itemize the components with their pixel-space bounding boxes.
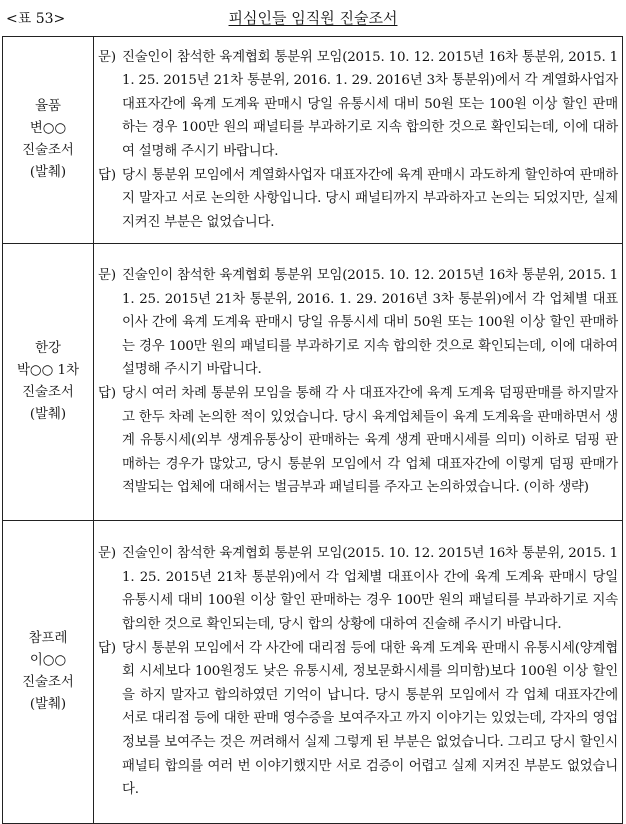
answer-text: 당시 통분위 모임에서 계열화사업자 대표자간에 육계 판매시 과도하게 할인하여 판매하지 말자고 서로 논의한 사항입니다. 당시 패널티까지 부과하자고 논의는 되었지만, 실제 지켜진 부분은 없었습니다. [122, 167, 618, 230]
question-block [98, 264, 618, 382]
qa-cell [94, 37, 623, 244]
answer-marker: 답) [98, 386, 117, 401]
witness-doc-type: 진술조서 [22, 385, 74, 400]
question-marker: 문) [98, 546, 117, 562]
question-text: 진술인이 참석한 육계협회 통분위 모임(2015. 10. 12. 2015년 16차 통분위, 2015. 11. 25. 2015년 21차 통분위, 2016. 1. 29. 2016년 3차 통분위)에서 각 계열화사업자 대표자간에 육계 도계육 판매시 당일 유통시세 대비 50원 또는 100원 이상 할인 판매하는 경우 100만 원의 패널티를 부과하기로 지속 합의한 것으로 확인되는데, 이에 대하여 설명해 주시기 바랍니다. [122, 49, 618, 159]
qa-cell [94, 244, 623, 521]
witness-cell [3, 244, 94, 521]
qa-cell [94, 521, 623, 824]
table-header [0, 0, 626, 34]
table-row [3, 244, 623, 521]
answer-block [98, 382, 618, 500]
question-marker: 문) [98, 49, 117, 65]
witness-excerpt-note: (발췌) [29, 697, 67, 712]
question-text: 진술인이 참석한 육계협회 통분위 모임(2015. 10. 12. 2015년 16차 통분위, 2015. 11. 25. 2015년 21차 통분위)에서 각 업체별 대표이사 간에 육계 도계육 판매시 당일 유통시세 대비 100원 이상 할인 판매하는 경우 100만 원의 패널티를 부과하기로 지속 합의한 것으로 확인되는데, 당시 합의 상황에 대하여 진술해 주시기 바랍니다. [122, 546, 618, 633]
answer-marker: 답) [98, 167, 117, 183]
table-title [0, 7, 626, 28]
witness-excerpt-note: (발췌) [29, 165, 67, 180]
table-row [3, 37, 623, 244]
witness-name: 이○○ [29, 653, 67, 668]
witness-doc-type: 진술조서 [22, 143, 74, 158]
table-row [3, 521, 623, 824]
witness-name: 박○○ 1차 [16, 363, 79, 378]
witness-excerpt-note: (발췌) [29, 407, 67, 422]
witness-cell [3, 37, 94, 244]
witness-cell [3, 521, 94, 824]
answer-text: 당시 통분위 모임에서 각 사간에 대리점 등에 대한 육계 도계육 판매시 유통시세(양계협회 시세보다 100원정도 낮은 유통시세, 정보문화시세를 의미함)보다 100원 이상 할인을 하지 말자고 합의하였던 기억이 납니다. 당시 통분위 모임에서 각 업체 대표자간에 서로 대리점 등에 대한 판매 영수증을 보여주자고 까지 이야기는 있었는데, 각자의 영업정보를 보여주는 것은 꺼려해서 실제 그렇게 된 부분은 없었습니다. 그리고 당시 할인시 패널티 합의를 여러 번 이야기했지만 서로 검증이 어렵고 실제 지켜진 부분도 없었습니다. [122, 640, 618, 798]
answer-marker: 답) [98, 640, 117, 656]
table-number-label: <표 53> [6, 11, 66, 27]
witness-company: 참프레 [28, 631, 68, 646]
witness-doc-type: 진술조서 [22, 675, 74, 690]
question-block [98, 46, 618, 164]
answer-block [98, 164, 618, 235]
statement-table [2, 36, 623, 824]
witness-name: 변○○ [29, 121, 67, 136]
witness-company: 한강 [35, 341, 61, 356]
question-marker: 문) [98, 268, 117, 284]
question-text: 진술인이 참석한 육계협회 통분위 모임(2015. 10. 12. 2015년 16차 통분위, 2015. 11. 25. 2015년 21차 통분위, 2016. 1. 29. 2016년 3차 통분위)에서 각 업체별 대표이사 간에 육계 도계육 판매시 당일 유통시세 대비 50원 또는 100원 이상 할인 판매하는 경우 100만 원의 패널티를 부과하기로 지속 합의한 것으로 확인되는데, 이에 대하여 설명해 주시기 바랍니다. [122, 268, 618, 378]
witness-company: 율품 [35, 99, 61, 114]
answer-block [98, 637, 618, 802]
table-title-text: 피심인들 임직원 진술조서 [228, 9, 398, 27]
answer-text: 당시 여러 차례 통분위 모임을 통해 각 사 대표자간에 육계 도계육 덤핑판매를 하지말자고 한두 차례 논의한 적이 있었습니다. 당시 육계업체들이 육계 도계육을 판매하면서 생계 유통시세(외부 생계유통상이 판매하는 육계 생계 판매시세를 의미) 이하로 덤핑 판매하는 경우가 많았고, 당시 통분위 모임에서 각 업체 대표자간에 이렇게 덤핑 판매가 적발되는 업체에 대해서는 벌금부과 패널티를 주자고 논의하였습니다. (이하 생략) [122, 386, 618, 496]
question-block [98, 542, 618, 636]
